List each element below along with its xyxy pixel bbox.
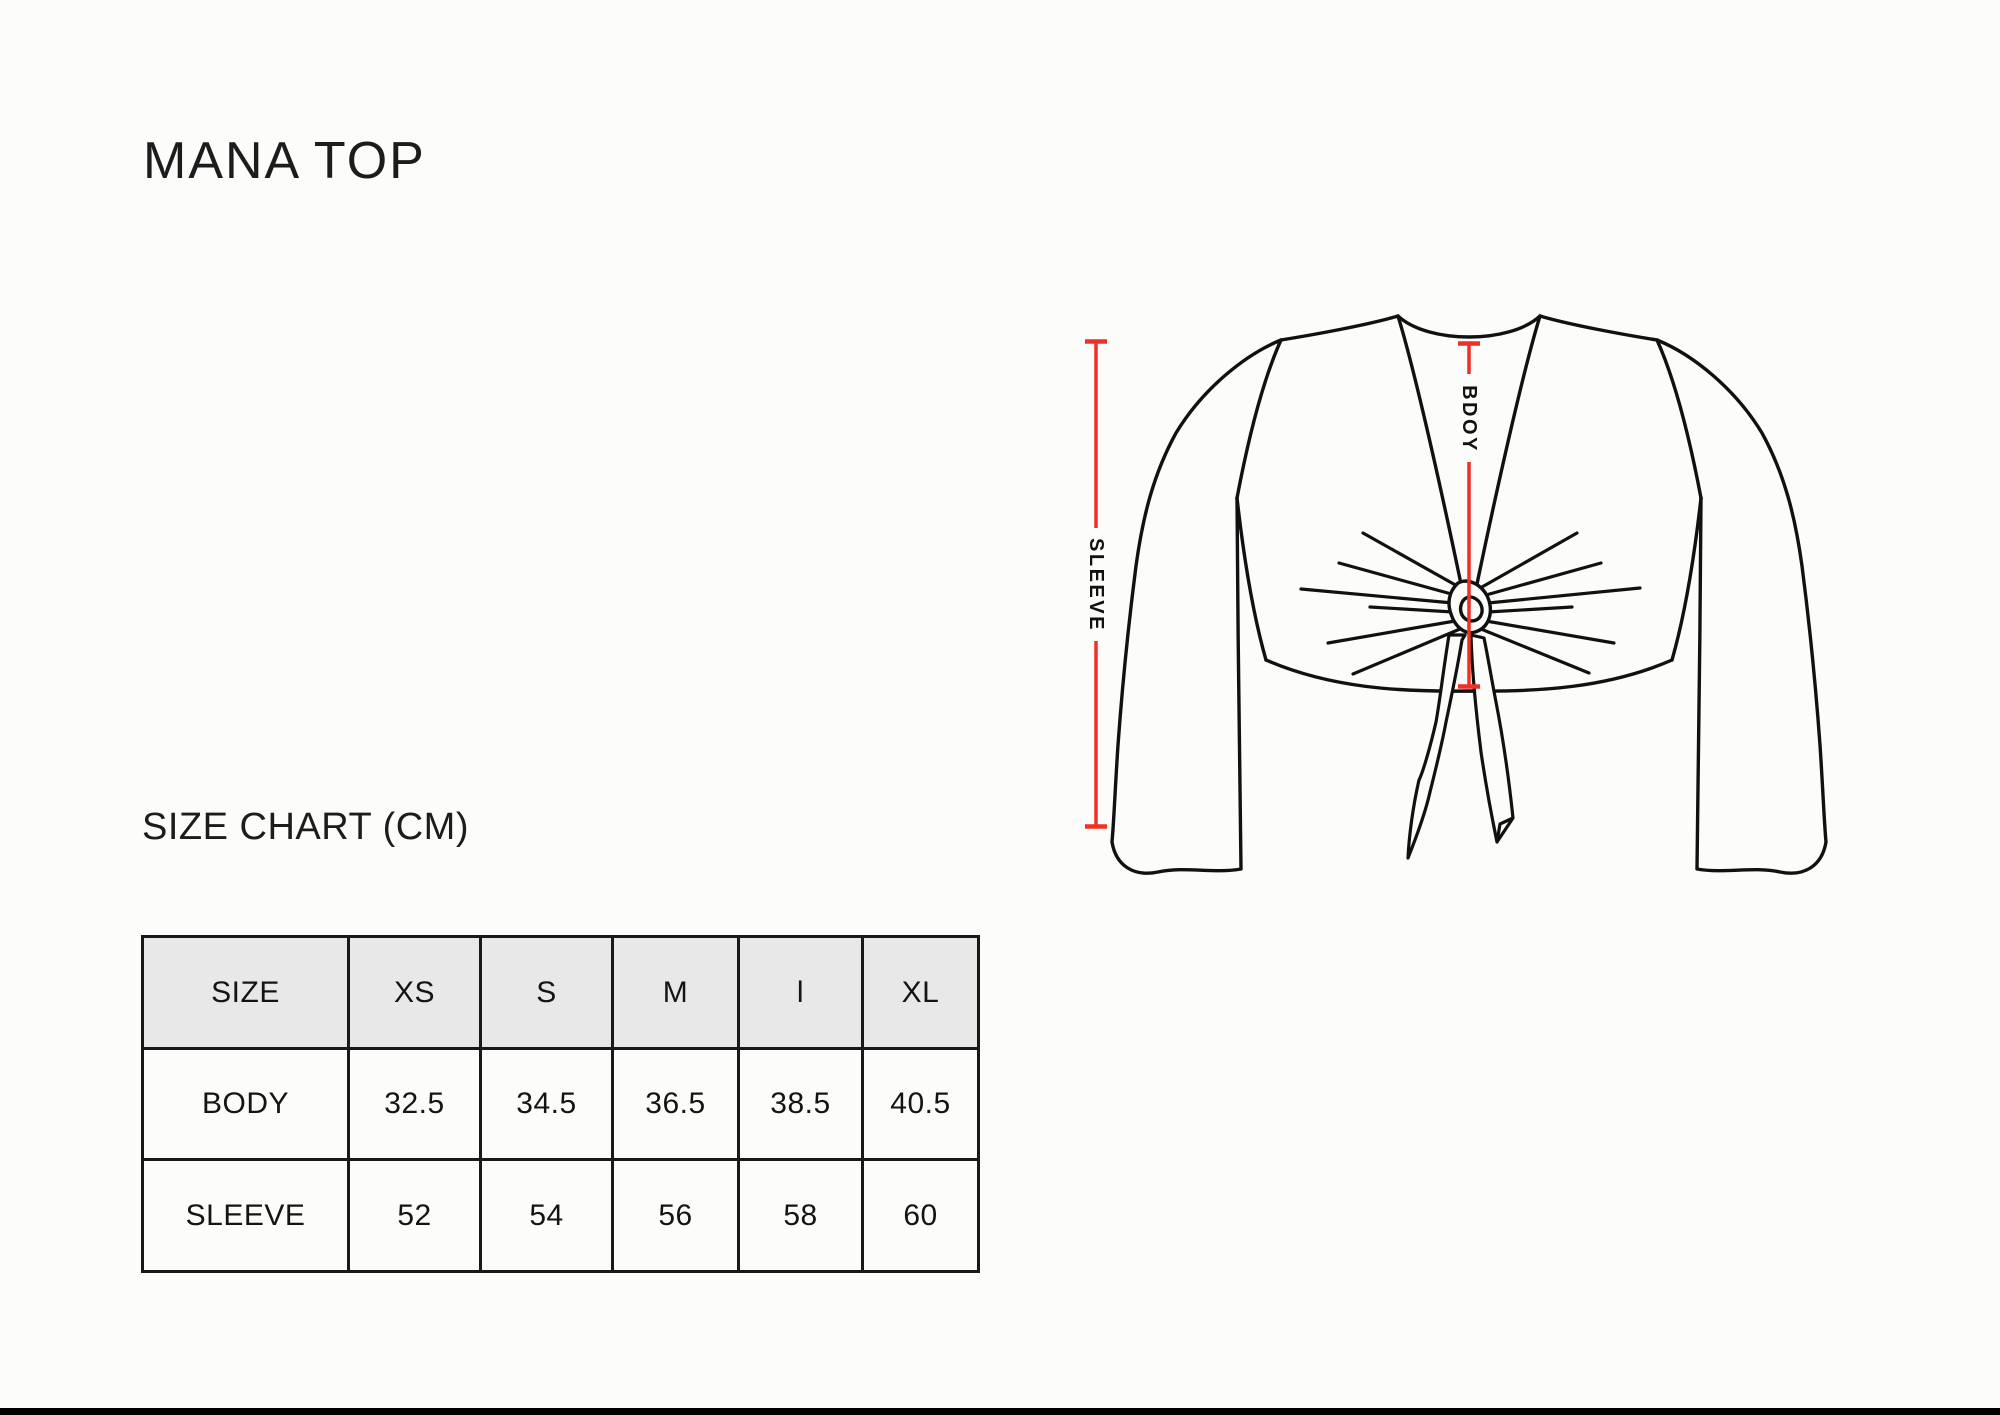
gather-lines <box>1301 533 1640 674</box>
sleeve-xl: 60 <box>863 1160 979 1272</box>
header-cell-xs: XS <box>349 937 481 1049</box>
body-measure-label: BDOY <box>1458 385 1480 453</box>
sleeve-measure-label: SLEEVE <box>1085 538 1107 632</box>
table-row-sleeve <box>143 1160 979 1272</box>
bottom-bar <box>0 1408 2000 1415</box>
header-cell-xl: XL <box>863 937 979 1049</box>
row-label: SLEEVE <box>143 1160 349 1272</box>
row-label: BODY <box>143 1049 349 1160</box>
size-chart-table <box>141 935 980 1273</box>
body-s: 34.5 <box>481 1049 613 1160</box>
sleeve-m: 56 <box>613 1160 739 1272</box>
header-cell-l: l <box>739 937 863 1049</box>
header-cell-m: M <box>613 937 739 1049</box>
garment-sketch <box>1060 280 1860 900</box>
header-cell-s: S <box>481 937 613 1049</box>
body-xl: 40.5 <box>863 1049 979 1160</box>
sleeve-l: 58 <box>739 1160 863 1272</box>
tie-knot <box>1449 581 1490 633</box>
body-l: 38.5 <box>739 1049 863 1160</box>
table-header-row <box>143 937 979 1049</box>
table-row-body <box>143 1049 979 1160</box>
page-title: MANA TOP <box>143 132 426 190</box>
size-chart-heading: SIZE CHART (CM) <box>142 806 469 848</box>
sleeve-xs: 52 <box>349 1160 481 1272</box>
tie-tails <box>1408 635 1513 858</box>
body-m: 36.5 <box>613 1049 739 1160</box>
body-xs: 32.5 <box>349 1049 481 1160</box>
header-cell-size: SIZE <box>143 937 349 1049</box>
sleeve-s: 54 <box>481 1160 613 1272</box>
